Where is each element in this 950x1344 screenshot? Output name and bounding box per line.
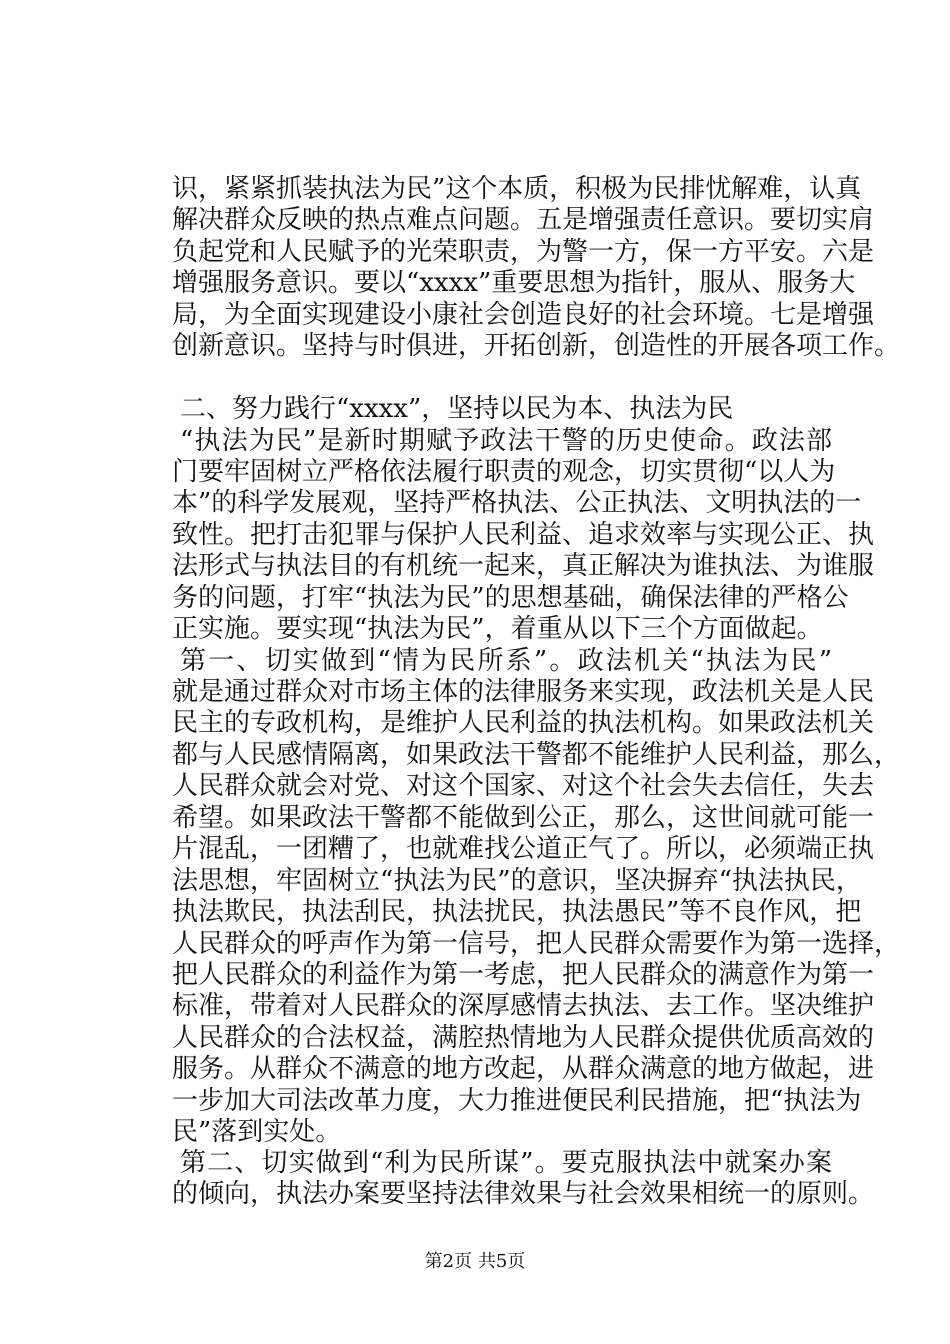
paragraph-3-line-11: 把人民群众的利益作为第一考虑，把人民群众的满意作为第一 <box>172 960 875 990</box>
paragraph-3-line-4: 都与人民感情隔离，如果政法干警都不能维护人民利益，那么， <box>172 740 901 770</box>
paragraph-3-line-5: 人民群众就会对党、对这个国家、对这个社会失去信任，失去 <box>172 771 875 801</box>
paragraph-3-line-9: 执法欺民，执法刮民，执法扰民，执法愚民”等不良作风，把 <box>172 897 862 927</box>
paragraph-1-line-1: 识，紧紧抓装执法为民”这个本质，积极为民排忧解难，认真 <box>172 174 862 204</box>
paragraph-3-line-3: 民主的专政机构，是维护人民利益的执法机构。如果政法机关 <box>172 708 875 738</box>
paragraph-2-line-1: “执法为民”是新时期赋予政法干警的历史使命。政法部 <box>180 426 832 456</box>
paragraph-4-line-1: 第二、切实做到“利为民所谋”。要克服执法中就案办案 <box>180 1148 832 1178</box>
paragraph-3-line-14: 服务。从群众不满意的地方改起，从群众满意的地方做起，进 <box>172 1054 875 1084</box>
paragraph-3-line-13: 人民群众的合法权益，满腔热情地为人民群众提供优质高效的 <box>172 1023 875 1053</box>
paragraph-1-line-2: 解决群众反映的热点难点问题。五是增强责任意识。要切实肩 <box>172 205 875 235</box>
paragraph-3-line-15: 一步加大司法改革力度，大力推进便民利民措施，把“执法为 <box>172 1086 862 1116</box>
paragraph-1-line-4: 增强服务意识。要以“xxxx”重要思想为指针，服从、服务大 <box>172 268 856 298</box>
page-footer: 第2页 共5页 <box>424 1251 526 1272</box>
paragraph-2-line-4: 致性。把打击犯罪与保护人民利益、追求效率与实现公正、执 <box>172 520 875 550</box>
paragraph-2-line-2: 门要牢固树立严格依法履行职责的观念，切实贯彻“以人为 <box>172 457 836 487</box>
paragraph-3-line-16: 民”落到实处。 <box>172 1117 342 1147</box>
paragraph-3-line-12: 标准，带着对人民群众的深厚感情去执法、去工作。坚决维护 <box>172 991 875 1021</box>
paragraph-1-line-6: 创新意识。坚持与时俱进，开拓创新，创造性的开展各项工作。 <box>172 331 901 361</box>
paragraph-4-line-2: 的倾向，执法办案要坚持法律效果与社会效果相统一的原则。 <box>172 1179 875 1209</box>
paragraph-2-line-5: 法形式与执法目的有机统一起来，真正解决为谁执法、为谁服 <box>172 551 875 581</box>
paragraph-2-line-3: 本”的科学发展观，坚持严格执法、公正执法、文明执法的一 <box>172 488 862 518</box>
paragraph-3-line-1: 第一、切实做到“情为民所系”。政法机关“执法为民” <box>180 646 832 676</box>
paragraph-1-line-3: 负起党和人民赋予的光荣职责，为警一方，保一方平安。六是 <box>172 237 875 267</box>
paragraph-2-line-6: 务的问题，打牢“执法为民”的思想基础，确保法律的严格公 <box>172 583 849 613</box>
paragraph-3-line-7: 片混乱，一团糟了，也就难找公道正气了。所以，必须端正执 <box>172 834 875 864</box>
paragraph-3-line-8: 法思想，牢固树立“执法为民”的意识，坚决摒弃“执法执民， <box>172 866 862 896</box>
paragraph-3-line-6: 希望。如果政法干警都不能做到公正，那么，这世间就可能一 <box>172 803 875 833</box>
paragraph-2-line-7: 正实施。要实现“执法为民”，着重从以下三个方面做起。 <box>172 614 823 644</box>
section-heading: 二、努力践行“xxxx”，坚持以民为本、执法为民 <box>180 394 734 424</box>
paragraph-3-line-2: 就是通过群众对市场主体的法律服务来实现，政法机关是人民 <box>172 677 875 707</box>
paragraph-3-line-10: 人民群众的呼声作为第一信号，把人民群众需要作为第一选择， <box>172 929 901 959</box>
paragraph-1-line-5: 局，为全面实现建设小康社会创造良好的社会环境。七是增强 <box>172 300 875 330</box>
